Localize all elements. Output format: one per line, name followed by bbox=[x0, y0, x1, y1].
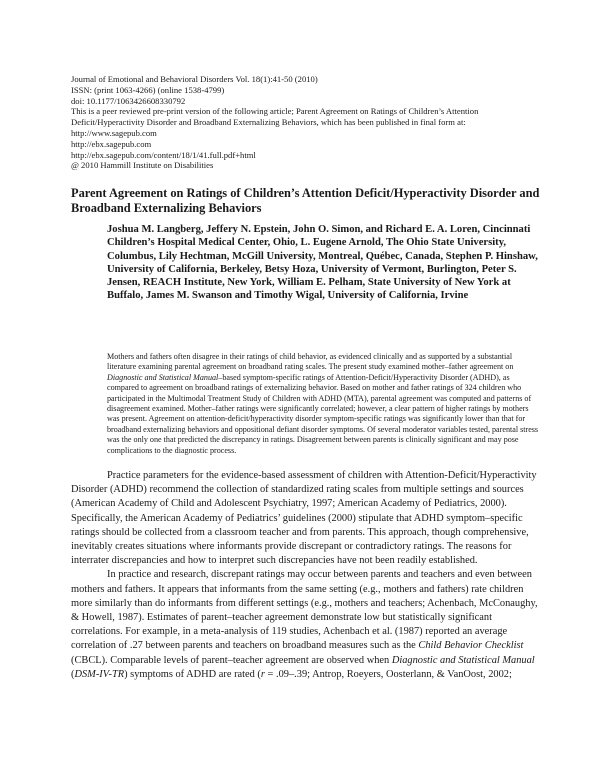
paragraph-2 bbox=[71, 568, 541, 682]
paragraph-2-text-c: ( bbox=[71, 668, 75, 680]
fulltext-link[interactable]: http://ebx.sagepub.com/content/18/1/41.full.pdf+html bbox=[71, 149, 256, 160]
r-italic: r bbox=[260, 668, 265, 680]
paragraph-1: Practice parameters for the evidence-based assessment of children with Attention-Deficit/Hyperactivity Disorder (ADHD) recommend the collection of standardized rating scales from multiple settings and sources (American Academy of Child and Adolescent Psychiatry, 1997; American Academy of Pediatrics, 2000). Specifically, the American Academy of Pediatrics’ guidelines (2000) stipulate that ADHD symptom–specific ratings should be collected from a classroom teacher and from parents. This approach, though comprehensive, inevitably creates situations where informants provide discrepant or contradictory ratings. The reasons for interrater discrepancies and how to interpret such discrepancies have not been readily established. bbox=[71, 470, 537, 567]
citation-header bbox=[71, 74, 541, 171]
abstract-text-2: –based symptom-specific ratings of Attention-Deficit/Hyperactivity Disorder (ADHD), as compared to agreement on broadband ratings of externalizing behavior. Based on mother and father ratings of 324 children who participated in the Multimodal Treatment Study of Children with ADHD (MTA), parental agreement was computed and patterns of disagreement examined. Mother–father ratings were significantly correlated; however, a clear pattern of higher ratings by mothers was present. Agreement on attention-deficit/hyperactivity disorder symptom-specific ratings was significantly lower than that for broadband externalizing behaviors and oppositional defiant disorder symptoms. Of several moderator variables tested, parental stress was the only one that predicted the discrepancy in ratings. Disagreement between parents is clinically significant and may pose complications to the diagnostic process. bbox=[107, 372, 539, 455]
author-list: Joshua M. Langberg, Jeffery N. Epstein, John O. Simon, and Richard E. A. Loren, Cincinnati Children’s Hospital Medical Center, Ohio, L. Eugene Arnold, The Ohio State University, Columbus, Lily Hechtman, McGill University, Montreal, Québec, Canada, Stephen P. Hinshaw, University of California, Berkeley, Betsy Hoza, University of Vermont, Burlington, Peter S. Jensen, REACH Institute, New York, William E. Pelham, State University of New York at Buffalo, James M. Swanson and Timothy Wigal, University of California, Irvine bbox=[107, 224, 538, 302]
body-text bbox=[71, 469, 541, 682]
article-title: Parent Agreement on Ratings of Children’s Attention Deficit/Hyperactivity Disorder and Broadband Externalizing Behaviors bbox=[71, 186, 540, 215]
cbcl-italic: Child Behavior Checklist bbox=[418, 640, 524, 652]
preprint-notice: This is a peer reviewed pre-print version of the following article; Parent Agreement on Ratings of Children’s Attention Deficit/Hyperactivity Disorder and Broadband Externalizing Behaviors, which has been published in final form at: bbox=[71, 106, 479, 128]
abstract bbox=[107, 352, 539, 456]
abstract-text-1: Mothers and fathers often disagree in their ratings of child behavior, as evidenced clinically and as supported by a substantial literature examining parental agreement on broadband rating scales. The present study examined mother–father agreement on bbox=[107, 352, 514, 372]
journal-line: Journal of Emotional and Behavioral Disorders Vol. 18(1):41-50 (2010) bbox=[71, 74, 318, 84]
paragraph-2-text-d: ) symptoms of ADHD are rated ( bbox=[124, 668, 261, 680]
ebx-link[interactable]: http://ebx.sagepub.com bbox=[71, 138, 152, 149]
dsm-italic: Diagnostic and Statistical Manual bbox=[391, 654, 535, 666]
paragraph-2-text-b: (CBCL). Comparable levels of parent–teacher agreement are observed when bbox=[71, 654, 392, 666]
dsm-abbr-italic: DSM-IV-TR bbox=[74, 668, 125, 680]
paragraph-2-text-e: = .09–.39; Antrop, Roeyers, Oosterlann, & VanOost, 2002; bbox=[264, 668, 512, 680]
issn-line: ISSN: (print 1063-4266) (online 1538-4799) bbox=[71, 84, 225, 95]
abstract-italic-dsm: Diagnostic and Statistical Manual bbox=[107, 372, 219, 382]
sagepub-link[interactable]: http://www.sagepub.com bbox=[71, 127, 157, 138]
doi-line: doi: 10.1177/1063426608330792 bbox=[71, 95, 186, 106]
paragraph-2-text-a: In practice and research, discrepant ratings may occur between parents and teachers and even between mothers and fathers. It appears that informants from the same setting (e.g., mothers and fathers) rate children more similarly than do informants from different settings (e.g., mothers and teachers; Achenbach, McConaughy, & Howell, 1987). Estimates of parent–teacher agreement demonstrate low but statistically significant correlations. For example, in a meta-analysis of 119 studies, Achenbach et al. (1987) reported an average correlation of .27 between parents and teachers on broadband measures such as the bbox=[71, 569, 538, 652]
copyright-line: @ 2010 Hammill Institute on Disabilities bbox=[71, 160, 214, 171]
